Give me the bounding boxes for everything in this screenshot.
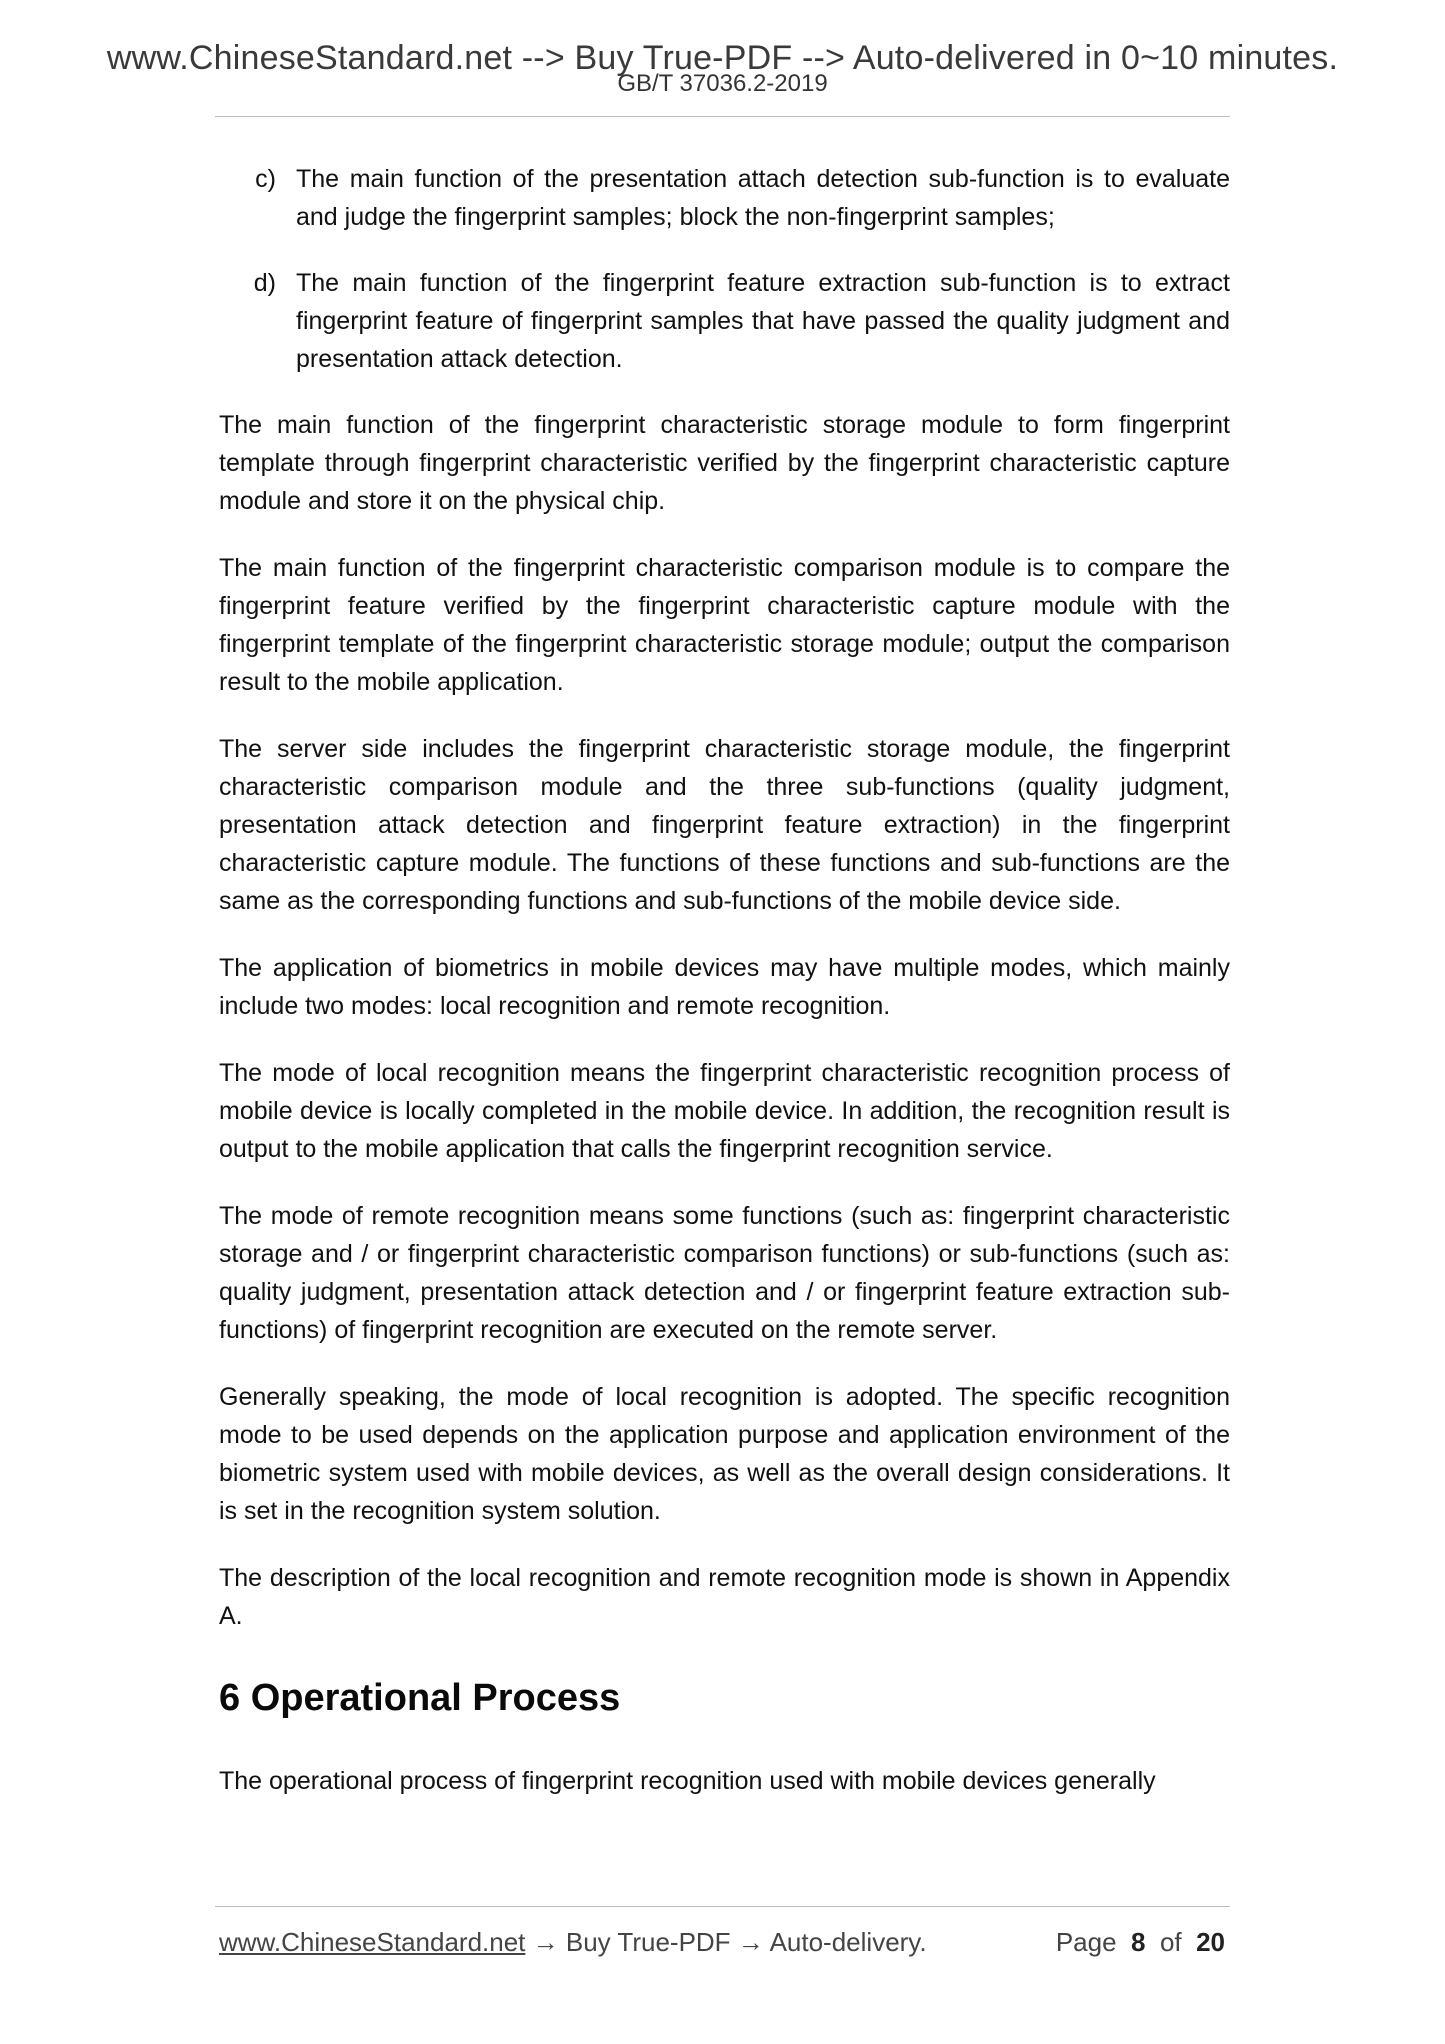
paragraph-operational-process: The operational process of fingerprint recognition used with mobile devices generally (219, 1767, 1156, 1795)
paragraph-storage-module: The main function of the fingerprint characteristic storage module to form fingerprint template through fingerprint characteristic verified by the fingerprint characteristic capture module and store it on the physical chip. (219, 411, 1230, 515)
footer-promo (219, 1925, 927, 1959)
footer-site-link[interactable]: www.ChineseStandard.net (219, 1927, 526, 1957)
list-text: The main function of the presentation attach detection sub-function is to evaluate and judge the fingerprint samples; block the non-fingerprint samples; (296, 165, 1230, 231)
current-page-number: 8 (1131, 1927, 1146, 1957)
paragraph-comparison-module: The main function of the fingerprint characteristic comparison module is to compare the fingerprint feature verified by the fingerprint characteristic capture module with the fingerprint template of the fingerprint characteristic storage module; output the comparison result to the mobile application. (219, 554, 1230, 696)
paragraph-local-recognition: The mode of local recognition means the fingerprint characteristic recognition process of mobile device is locally completed in the mobile device. In addition, the recognition result is output to the mobile application that calls the fingerprint recognition service. (219, 1059, 1230, 1163)
page-indicator (1056, 1925, 1225, 1959)
paragraph-appendix-reference: The description of the local recognition and remote recognition mode is shown in Appendix A. (219, 1564, 1230, 1630)
section-heading: 6 Operational Process (219, 1677, 621, 1719)
paragraph-remote-recognition: The mode of remote recognition means some functions (such as: fingerprint characteristic storage and / or fingerprint characteristic comparison functions) or sub-functions (such as: quality judgment, presentation attack detection and / or fingerprint feature extraction sub-functions) of fingerprint recognition are executed on the remote server. (219, 1202, 1230, 1344)
footer-promo-text: → Buy True-PDF → Auto-delivery. (525, 1927, 927, 1957)
list-text: The main function of the fingerprint feature extraction sub-function is to extract fingerprint feature of fingerprint samples that have passed the quality judgment and presentation attack detection. (296, 269, 1230, 373)
list-item-c (219, 160, 1230, 236)
header-divider (215, 116, 1230, 117)
paragraph-server-side: The server side includes the fingerprint characteristic storage module, the fingerprint characteristic comparison module and the three sub-functions (quality judgment, presentation attack detection and fingerprint feature extraction) in the fingerprint characteristic capture module. The functions of these functions and sub-functions are the same as the corresponding functions and sub-functions of the mobile device side. (219, 735, 1230, 915)
site-banner: www.ChineseStandard.net --> Buy True-PDF --> Auto-delivered in 0~10 minutes. (106, 39, 1339, 77)
total-pages: 20 (1196, 1927, 1225, 1957)
paragraph-application-modes: The application of biometrics in mobile devices may have multiple modes, which mainly include two modes: local recognition and remote recognition. (219, 954, 1230, 1020)
of-label: of (1159, 1927, 1182, 1957)
list-marker: d) (253, 269, 276, 297)
paragraph-mode-selection: Generally speaking, the mode of local recognition is adopted. The specific recognition mode to be used depends on the application purpose and application environment of the biometric system used with mobile devices, as well as the overall design considerations. It is set in the recognition system solution. (219, 1383, 1230, 1525)
list-marker: c) (255, 165, 276, 193)
page-label: Page (1055, 1927, 1117, 1957)
footer-divider (215, 1906, 1230, 1907)
document-body (219, 160, 1230, 1829)
list-item-d (219, 264, 1230, 378)
standard-number: GB/T 37036.2-2019 (617, 70, 828, 97)
